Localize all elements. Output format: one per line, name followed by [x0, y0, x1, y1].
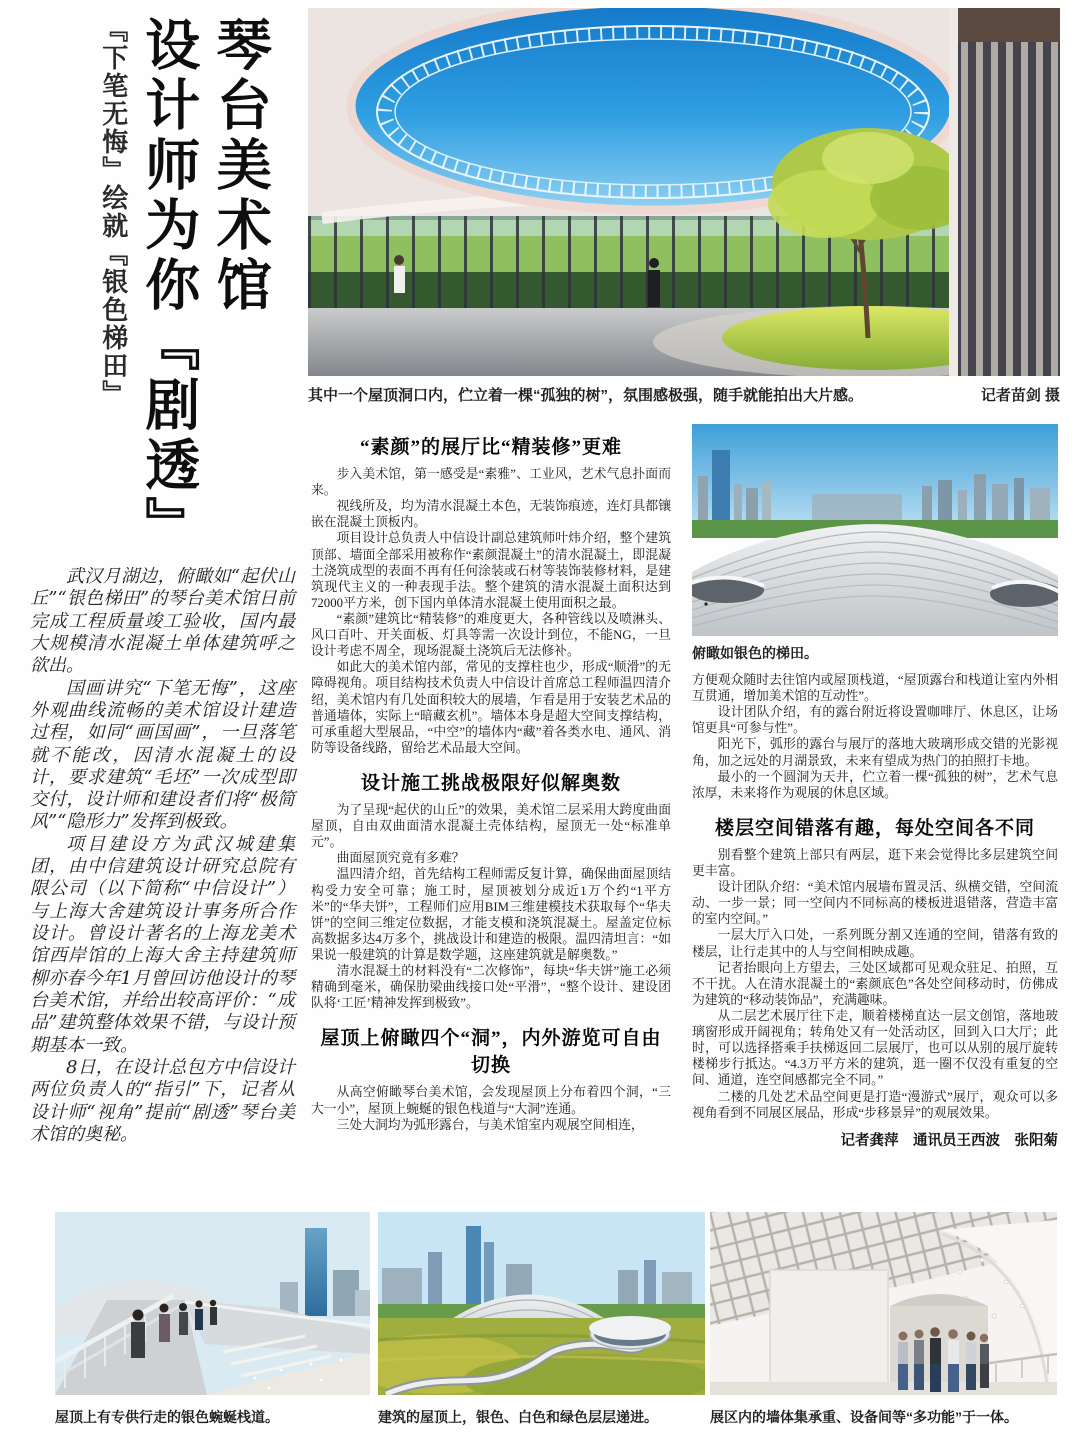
- body-paragraph: 方便观众随时去往馆内或屋顶栈道，“屋顶露台和栈道让室内外相互贯通，增加美术馆的互动性”。: [692, 673, 1058, 704]
- roof-aerial-photo: [692, 424, 1058, 636]
- main-photo-credit: 记者苗剑 摄: [980, 387, 1060, 404]
- bottom-photo-caption-1: 屋顶上有专供行走的银色蜿蜒栈道。: [55, 1409, 279, 1425]
- body-paragraph: 记者抬眼向上方望去，三处区域都可见观众驻足、拍照，互不干扰。人在清水混凝土的“素颜底色”各处空间移动时，仿佛成为建筑的“移动装饰品”，充满趣味。: [692, 960, 1058, 1007]
- roof-photo-illustration: [692, 424, 1058, 636]
- body-paragraph: 三处大洞均为弧形露台，与美术馆室内观展空间相连，: [336, 1117, 644, 1132]
- section-heading-2: 设计施工挑战极限好似解奥数: [360, 772, 621, 794]
- bottom-photo-caption-2: 建筑的屋顶上，银色、白色和绿色层层递进。: [378, 1409, 658, 1425]
- body-paragraph: 项目设计总负责人中信设计副总建筑师叶炜介绍，整个建筑顶部、墙面全部采用被称作“素颜混凝土”的清水混凝土，即混凝土浇筑成型的表面不再有任何涂装或石材等装饰装修材料，是建筑现代主义的一种表现手法。整个建筑的清水混凝土面积达到72000平方米，创下国内单体清水混凝土使用面积之最。: [311, 531, 671, 610]
- section-heading-4: 楼层空间错落有趣，每处空间各不同: [714, 817, 1035, 839]
- body-paragraph: 清水混凝土的材料没有“二次修饰”，每块“华夫饼”施工必须精确到毫米，确保肋梁曲线接口处“平滑”，“整个设计、建设团队将‘工匠’精神发挥到极致”。: [311, 964, 671, 1011]
- body-paragraph: 别看整个建筑上部只有两层，逛下来会觉得比多层建筑空间更丰富。: [692, 847, 1058, 878]
- body-paragraph: 从高空俯瞰琴台美术馆，会发现屋顶上分布着四个洞，“三大一小”，屋顶上蜿蜒的银色栈道与“大洞”连通。: [311, 1085, 671, 1116]
- intro-paragraph: 项目建设方为武汉城建集团，由中信建筑设计研究总院有限公司（以下简称“中信设计”）与上海大舍建筑设计事务所合作设计。曾设计著名的上海龙美术馆西岸馆的上海大舍主持建筑师柳亦春今年1月曾回访他设计的琴台美术馆，并给出较高评价：“成品”建筑整体效果不错，与设计预期基本一致。: [30, 833, 295, 1056]
- headline-vertical-wrap: [78, 16, 275, 556]
- body-paragraph: 阳光下，弧形的露台与展厅的落地大玻璃形成交错的光影视角，加之远处的月湖景致，未来有望成为热门的拍照打卡地。: [692, 737, 1058, 768]
- main-photo-caption-row: [308, 384, 1060, 405]
- headline-block: [78, 16, 293, 556]
- green-roof-photo-illustration: [378, 1212, 705, 1395]
- section-heading-1: “素颜”的展厅比“精装修”更难: [359, 437, 622, 458]
- right-column: [692, 424, 1058, 1150]
- headline-title-line1: 琴台美术馆: [208, 16, 271, 316]
- middle-column: [311, 430, 671, 1133]
- body-paragraph: 为了呈现“起伏的山丘”的效果，美术馆二层采用大跨度曲面屋顶，自由双曲面清水混凝土壳体结构，屋顶无一处“标准单元”。: [311, 802, 671, 850]
- main-courtyard-photo: [308, 8, 1060, 376]
- body-paragraph: 曲面屋顶究竟有多难？: [336, 851, 465, 866]
- main-photo-illustration: [308, 8, 1060, 376]
- body-paragraph: 从二层艺术展厅往下走，顺着楼梯直达一层文创馆，落地玻璃窗形成开阔视角；转角处又有一处活动区，回到入口大厅；此时，可以选择搭乘手扶梯返回二层展厅，也可以从别的展厅旋转楼梯步行抵达。“4.3万平方米的建筑，逛一圈不仅没有重复的空间、通道，连空间感都完全不同。”: [692, 1008, 1058, 1088]
- bottom-photo-gallery-interior: [710, 1212, 1057, 1427]
- bottom-photo-walkway: [55, 1212, 370, 1427]
- article-byline: 记者龚萍 通讯员王西波 张阳菊: [840, 1132, 1058, 1149]
- body-paragraph: 视线所及，均为清水混凝土本色，无装饰痕迹，连灯具都镶嵌在混凝土顶板内。: [311, 499, 671, 530]
- body-paragraph: 二楼的几处艺术品空间更是打造“漫游式”展厅，观众可以多视角看到不同展区展品，形成“步移景异”的观展效果。: [692, 1089, 1058, 1120]
- gallery-photo-illustration: [710, 1212, 1057, 1395]
- body-paragraph: 最小的一个圆洞为天井，伫立着一棵“孤独的树”，艺术气息浓厚，未来将作为观展的休息区域。: [692, 769, 1058, 800]
- body-paragraph: “素颜”建筑比“精装修”的难度更大，各种管线以及喷淋头、风口百叶、开关面板、灯具等需一次设计到位，不能NG，一旦设计考虑不周全，现场混凝土浇筑后无法修补。: [311, 611, 671, 659]
- main-photo-caption: 其中一个屋顶洞口内，伫立着一棵“孤独的树”，氛围感极强，随手就能拍出大片感。: [308, 387, 864, 404]
- walkway-photo-illustration: [55, 1212, 370, 1395]
- body-paragraph: 步入美术馆，第一感受是“素雅”、工业风，艺术气息扑面而来。: [311, 467, 671, 498]
- roof-photo-caption: 俯瞰如银色的梯田。: [692, 645, 818, 661]
- section-heading-3: 屋顶上俯瞰四个“洞”，内外游览可自由切换: [320, 1028, 662, 1077]
- intro-paragraph: 国画讲究“下笔无悔”，这座外观曲线流畅的美术馆设计建造过程，如同“画国画”，一旦落笔就不能改，因清水混凝土的设计，要求建筑“毛坯”一次成型即交付，设计师和建设者们将“极简风”“隐形力”发挥到极致。: [30, 677, 295, 833]
- body-paragraph: 设计团队介绍，有的露台附近将设置咖啡厅、休息区，让场馆更具“可参与性”。: [692, 705, 1058, 736]
- bottom-photo-caption-3: 展区内的墙体集承重、设备间等“多功能”于一体。: [710, 1409, 1018, 1425]
- body-paragraph: 设计团队介绍：“美术馆内展墙布置灵活、纵横交错，空间流动、一步一景；同一空间内不同标高的楼板进退错落，营造丰富的室内空间。”: [692, 880, 1058, 927]
- headline-title-line2: 设计师为你『剧透』: [137, 16, 200, 556]
- intro-paragraph: 8日，在设计总包方中信设计两位负责人的“指引”下，记者从设计师“视角”提前“剧透”琴台美术馆的奥秘。: [30, 1056, 295, 1145]
- headline-subtitle: 『下笔无悔』绘就『银色梯田』: [98, 16, 129, 408]
- body-paragraph: 温四清介绍，首先结构工程师需反复计算，确保曲面屋顶结构受力安全可靠；施工时，屋顶被划分成近1万个约“1平方米”的“华夫饼”，工程师们应用BIM三维建模技术获取每个“华夫饼”的空间三维定位数据，才能支模和浇筑混凝土。屋盖定位标高数据多达4万多个，挑战设计和建造的极限。温四清坦言：“如果说一般建筑的计算是数学题，这座建筑就是解奥数。”: [311, 867, 671, 962]
- body-paragraph: 一层大厅入口处，一系列既分割又连通的空间，错落有致的楼层，让行走其中的人与空间相映成趣。: [692, 928, 1058, 959]
- body-paragraph: 如此大的美术馆内部，常见的支撑柱也少，形成“顺滑”的无障碍视角。项目结构技术负责人中信设计首席总工程师温四清介绍，美术馆内有几处面积较大的展墙，乍看是用于安装艺术品的普通墙体，实际上“暗藏玄机”。墙体本身是超大空间支撑结构，可承重超大型展品，“中空”的墙体内“藏”着各类水电、通风、消防等设备线路，留给艺术品最大空间。: [311, 660, 671, 755]
- bottom-photo-green-roof: [378, 1212, 705, 1427]
- intro-column: [30, 566, 295, 1146]
- intro-paragraph: 武汉月湖边，俯瞰如“起伏山丘”“银色梯田”的琴台美术馆日前完成工程质量竣工验收，国内最大规模清水混凝土单体建筑呼之欲出。: [30, 566, 295, 677]
